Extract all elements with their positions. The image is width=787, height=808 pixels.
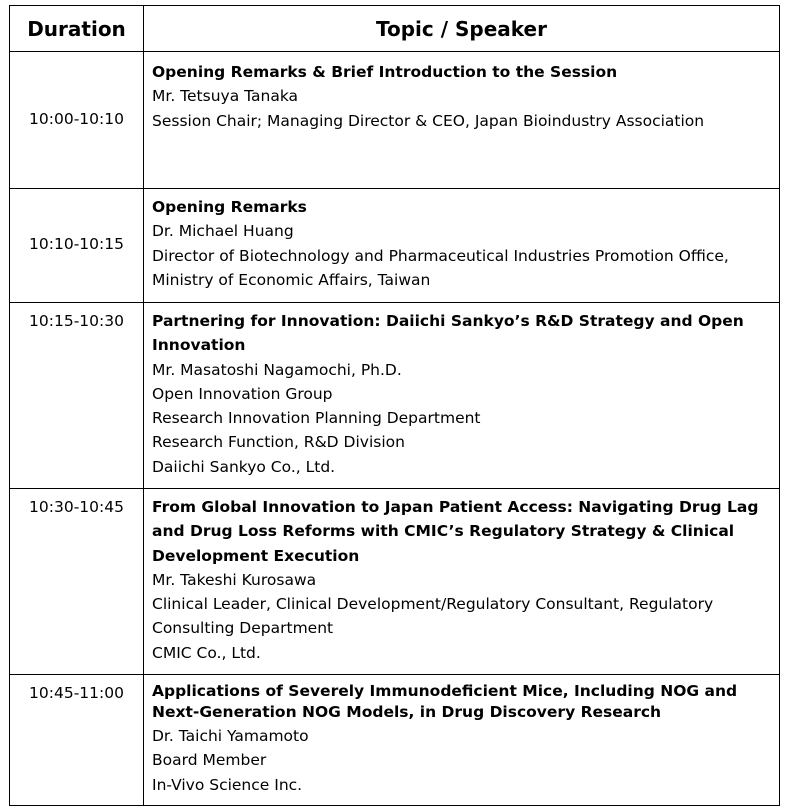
table-row: [10, 52, 780, 189]
speaker-affiliation: Director of Biotechnology and Pharmaceutical Industries Promotion Office, Ministry of Economic Affairs, Taiwan: [152, 246, 729, 289]
topic-title: Opening Remarks: [152, 198, 307, 216]
speaker-role: Board Member: [152, 751, 267, 770]
topic-cell: [144, 303, 780, 489]
topic-title: From Global Innovation to Japan Patient Access: Navigating Drug Lag and Drug Loss Reforms with CMIC’s Regulatory Strategy & Clinical Development Execution: [152, 498, 759, 565]
time-cell: 10:30-10:45: [10, 489, 144, 675]
speaker-name: Dr. Taichi Yamamoto: [152, 727, 309, 745]
time-cell: 10:00-10:10: [10, 52, 144, 189]
speaker-affiliation: Session Chair; Managing Director & CEO, Japan Bioindustry Association: [152, 111, 705, 130]
speaker-division: Research Function, R&D Division: [152, 433, 405, 452]
speaker-company: CMIC Co., Ltd.: [152, 643, 261, 662]
duration-header: Duration: [10, 6, 144, 52]
topic-cell: [144, 189, 780, 303]
topic-speaker-header: Topic / Speaker: [144, 6, 780, 52]
speaker-role: Clinical Leader, Clinical Development/Regulatory Consultant, Regulatory Consulting Department: [152, 595, 714, 638]
speaker-group: Open Innovation Group: [152, 384, 333, 403]
topic-title: Opening Remarks & Brief Introduction to the Session: [152, 63, 618, 81]
speaker-name: Mr. Masatoshi Nagamochi, Ph.D.: [152, 360, 402, 379]
topic-cell: [144, 489, 780, 675]
speaker-name: Dr. Michael Huang: [152, 222, 294, 241]
time-cell: 10:45-11:00: [10, 675, 144, 806]
speaker-name: Mr. Tetsuya Tanaka: [152, 87, 299, 106]
topic-title: Applications of Severely Immunodeficient Mice, Including NOG and Next-Generation NOG Models, in Drug Discovery Research: [152, 682, 738, 721]
table-row: [10, 675, 780, 806]
table-row: [10, 189, 780, 303]
table-row: [10, 489, 780, 675]
header-row: [10, 6, 780, 52]
speaker-department: Research Innovation Planning Department: [152, 409, 481, 428]
topic-cell: [144, 52, 780, 189]
topic-cell: [144, 675, 780, 806]
time-cell: 10:10-10:15: [10, 189, 144, 303]
topic-title: Partnering for Innovation: Daiichi Sankyo’s R&D Strategy and Open Innovation: [152, 312, 744, 355]
time-cell: 10:15-10:30: [10, 303, 144, 489]
speaker-company: Daiichi Sankyo Co., Ltd.: [152, 457, 336, 476]
speaker-company: In-Vivo Science Inc.: [152, 775, 303, 794]
agenda-table: [9, 5, 780, 806]
table-row: [10, 303, 780, 489]
speaker-name: Mr. Takeshi Kurosawa: [152, 570, 317, 589]
